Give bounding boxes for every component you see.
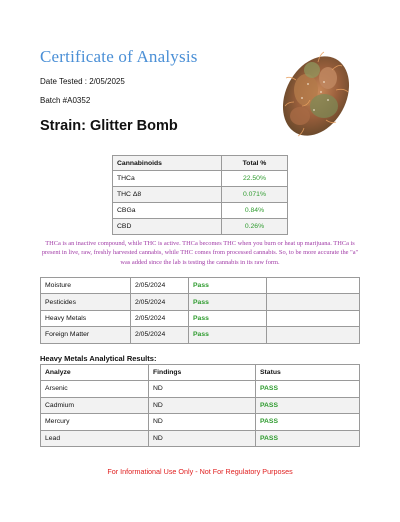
test-result: Pass — [189, 310, 267, 326]
table-row — [41, 397, 360, 414]
table-header-row — [41, 365, 360, 381]
metal-name: Arsenic — [41, 381, 149, 398]
table-row — [113, 219, 288, 235]
test-name: Pesticides — [41, 294, 131, 310]
metal-status: PASS — [256, 414, 360, 431]
metal-status: PASS — [256, 430, 360, 447]
column-header: Status — [256, 365, 360, 381]
thca-note: THCa is an inactive compound, while THC is active. THCa becomes THC when you burn or heat up marijuana. THCa is present in live, raw, freshly harvested cannabis, while THC comes from processed cannabis. So, to be more accurate the "a" was added since the lab is testing the cannabis in its raw form. — [41, 240, 359, 266]
column-header: Total % — [221, 156, 287, 171]
table-row — [41, 310, 360, 326]
heavy-metals-title: Heavy Metals Analytical Results: — [40, 354, 157, 363]
table-row — [41, 414, 360, 431]
cannabinoid-table — [112, 155, 288, 235]
cannabis-bud-image — [266, 40, 362, 146]
metal-name: Lead — [41, 430, 149, 447]
table-row — [41, 381, 360, 398]
metal-finding: ND — [149, 381, 256, 398]
metal-status: PASS — [256, 381, 360, 398]
test-date: 2/05/2024 — [131, 310, 189, 326]
metal-finding: ND — [149, 414, 256, 431]
test-date: 2/05/2024 — [131, 327, 189, 343]
column-header: Findings — [149, 365, 256, 381]
heavy-metals-table — [40, 364, 360, 447]
cannabinoid-name: THC Δ8 — [113, 187, 222, 203]
strain-name: Strain: Glitter Bomb — [40, 118, 178, 134]
table-row — [113, 187, 288, 203]
cannabinoid-value: 22.50% — [221, 171, 287, 187]
table-row — [113, 171, 288, 187]
cannabinoid-name: THCa — [113, 171, 222, 187]
test-result: Pass — [189, 327, 267, 343]
cannabinoid-value: 0.071% — [221, 187, 287, 203]
empty-cell — [267, 294, 360, 310]
table-row — [41, 278, 360, 294]
table-header-row — [113, 156, 288, 171]
column-header: Analyze — [41, 365, 149, 381]
table-row — [41, 294, 360, 310]
disclaimer-footer: For Informational Use Only - Not For Regulatory Purposes — [107, 467, 293, 476]
tests-table — [40, 277, 360, 344]
cannabinoid-value: 0.84% — [221, 203, 287, 219]
metal-finding: ND — [149, 430, 256, 447]
empty-cell — [267, 327, 360, 343]
test-name: Heavy Metals — [41, 310, 131, 326]
test-result: Pass — [189, 278, 267, 294]
test-name: Foreign Matter — [41, 327, 131, 343]
test-date: 2/05/2024 — [131, 278, 189, 294]
metal-finding: ND — [149, 397, 256, 414]
cannabinoid-name: CBGa — [113, 203, 222, 219]
empty-cell — [267, 310, 360, 326]
cannabinoid-name: CBD — [113, 219, 222, 235]
metal-status: PASS — [256, 397, 360, 414]
metal-name: Mercury — [41, 414, 149, 431]
empty-cell — [267, 278, 360, 294]
table-row — [41, 327, 360, 343]
page-title: Certificate of Analysis — [40, 47, 198, 66]
date-tested: Date Tested : 2/05/2025 — [40, 77, 125, 86]
test-date: 2/05/2024 — [131, 294, 189, 310]
test-result: Pass — [189, 294, 267, 310]
test-name: Moisture — [41, 278, 131, 294]
cannabinoid-value: 0.26% — [221, 219, 287, 235]
batch-number: Batch #A0352 — [40, 96, 91, 105]
column-header: Cannabinoids — [113, 156, 222, 171]
metal-name: Cadmium — [41, 397, 149, 414]
table-row — [41, 430, 360, 447]
table-row — [113, 203, 288, 219]
